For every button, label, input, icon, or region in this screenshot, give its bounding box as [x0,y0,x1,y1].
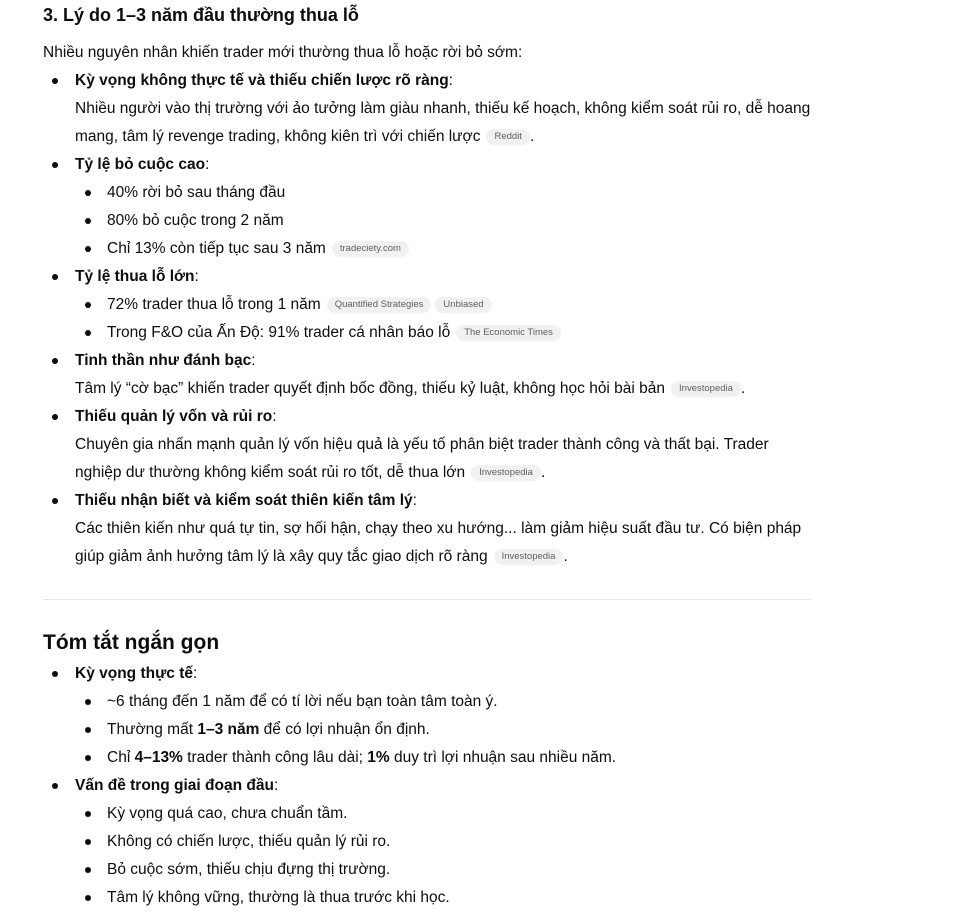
list-item [43,772,811,912]
description-text: Chuyên gia nhấn mạnh quản lý vốn hiệu quả là yếu tố phân biệt trader thành công và thất bại. Trader nghiệp dư thường không kiểm soát rủi ro tốt, dễ thua lớn [75,436,769,481]
sub-list-item [75,744,811,772]
sub-list-item [75,856,811,884]
citation-chip[interactable]: Investopedia [471,465,541,481]
section-intro: Nhiều nguyên nhân khiến trader mới thường thua lỗ hoặc rời bỏ sớm: [43,44,523,61]
description-text: Các thiên kiến như quá tự tin, sợ hối hận, chạy theo xu hướng... làm giảm hiệu suất đầu tư. Có biện pháp giúp giảm ảnh hưởng tâm lý là xây quy tắc giao dịch rõ ràng [75,520,802,565]
sub-item-text: để có lợi nhuận ổn định. [259,721,430,738]
item-description [75,515,811,571]
sub-list-item [75,716,811,744]
sub-list-item [75,688,811,716]
item-description [75,95,811,151]
sub-list-item [75,179,811,207]
sub-item-text: Chỉ 13% còn tiếp tục sau 3 năm [107,240,326,257]
sub-item-text: Tâm lý không vững, thường là thua trước khi học. [107,889,450,906]
period: . [740,380,746,397]
colon: : [251,352,256,369]
item-label: Tinh thần như đánh bạc [75,352,252,369]
item-label: Kỳ vọng không thực tế và thiếu chiến lược rõ ràng [75,72,449,89]
emphasis: 1–3 năm [197,721,260,738]
sub-list-item [75,800,811,828]
sub-item-text: 40% rời bỏ sau tháng đầu [107,184,286,201]
sub-item-text: Thường mất [107,721,198,738]
colon: : [412,492,417,509]
item-label: Thiếu nhận biết và kiểm soát thiên kiến tâm lý [75,492,413,509]
sub-item-text: 72% trader thua lỗ trong 1 năm [107,296,321,313]
section-heading: 3. Lý do 1–3 năm đầu thường thua lỗ [43,5,359,25]
sub-item-text: ~6 tháng đến 1 năm để có tí lời nếu bạn toàn tâm toàn ý. [107,693,498,710]
period: . [563,548,568,565]
emphasis: 1% [367,749,390,766]
citation-chip[interactable]: Investopedia [671,381,741,397]
sub-item-text: trader thành công lâu dài; [182,749,368,766]
sub-item-text: Kỳ vọng quá cao, chưa chuẩn tầm. [107,805,348,822]
description-text: Nhiều người vào thị trường với ảo tưởng làm giàu nhanh, thiếu kế hoạch, không kiểm soát rủi ro, dễ hoang mang, tâm lý revenge trading, không kiên trì với chiến lược [75,100,811,145]
description-text: Tâm lý “cờ bạc” khiến trader quyết định bốc đồng, thiếu kỷ luật, không học hỏi bài bản [75,380,666,397]
sub-list [75,291,811,347]
citation-chip[interactable]: The Economic Times [456,325,561,341]
reasons-list [43,67,811,571]
citation-chip[interactable]: Reddit [486,129,529,145]
list-item [43,263,811,347]
citation-chip[interactable]: Investopedia [494,549,564,565]
item-label: Tỷ lệ thua lỗ lớn [75,268,195,285]
sub-item-text: duy trì lợi nhuận sau nhiều năm. [389,749,617,766]
list-item [43,487,811,571]
sub-item-text: 80% bỏ cuộc trong 2 năm [107,212,284,229]
sub-list-item [75,207,811,235]
sub-item-text: Trong F&O của Ấn Độ: 91% trader cá nhân báo lỗ [107,324,451,341]
colon: : [205,156,210,173]
sub-list [75,179,811,263]
item-description [75,375,811,403]
colon: : [448,72,453,89]
colon: : [193,665,198,682]
sub-item-text: Không có chiến lược, thiếu quản lý rủi ro. [107,833,391,850]
item-label: Vấn đề trong giai đoạn đầu [75,777,274,794]
period: . [529,128,535,145]
list-item [43,151,811,263]
sub-list [75,688,811,772]
sub-list-item [75,235,811,263]
item-label: Thiếu quản lý vốn và rủi ro [75,408,273,425]
colon: : [273,777,279,794]
sub-list-item [75,291,811,319]
answer-content [43,0,811,906]
list-item [43,403,811,487]
summary-heading: Tóm tắt ngắn gọn [43,631,220,654]
section-divider [43,599,811,600]
citation-chip[interactable]: Unbiased [435,297,491,313]
item-label: Kỳ vọng thực tế [75,665,194,682]
summary-list [43,660,811,912]
sub-item-text: Chỉ [107,749,135,766]
summary-section [43,629,811,912]
citation-chip[interactable]: tradeciety.com [332,241,409,257]
citation-chip[interactable]: Quantified Strategies [327,297,432,313]
period: . [540,464,546,481]
item-label: Tỷ lệ bỏ cuộc cao [75,156,206,173]
sub-list-item [75,828,811,856]
list-item [43,67,811,151]
sub-item-text: Bỏ cuộc sớm, thiếu chịu đựng thị trường. [107,861,391,878]
colon: : [272,408,277,425]
list-item [43,660,811,772]
item-description [75,431,811,487]
sub-list [75,800,811,912]
list-item [43,347,811,403]
sub-list-item [75,319,811,347]
sub-list-item [75,884,811,912]
colon: : [194,268,199,285]
emphasis: 4–13% [134,749,183,766]
